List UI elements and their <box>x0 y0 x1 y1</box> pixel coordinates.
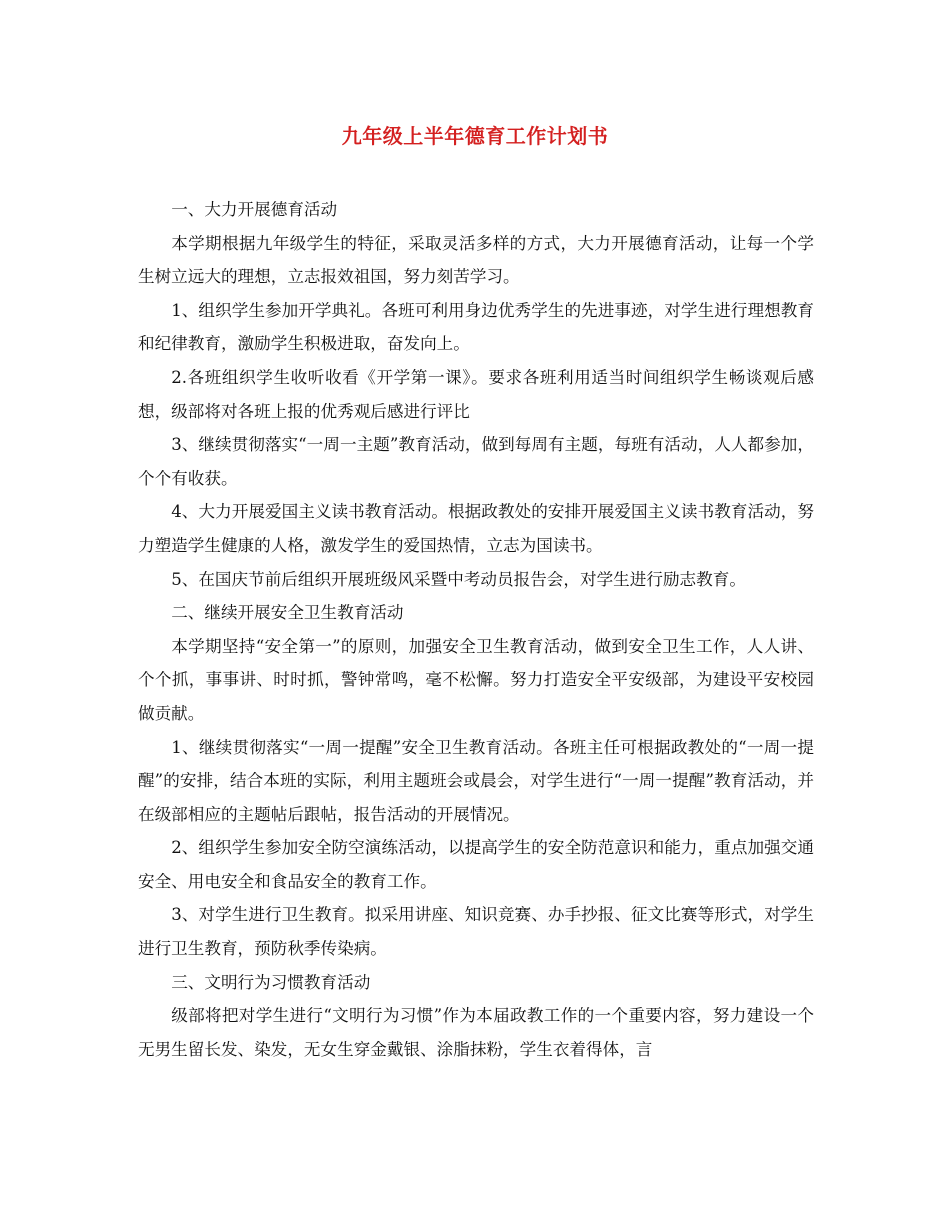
paragraph: 3、对学生进行卫生教育。拟采用讲座、知识竞赛、办手抄报、征文比赛等形式，对学生进行卫生教育，预防秋季传染病。 <box>138 905 814 959</box>
paragraph: 5、在国庆节前后组织开展班级风采暨中考动员报告会，对学生进行励志教育。 <box>171 569 746 589</box>
document-body <box>138 193 814 1066</box>
paragraph: 3、继续贯彻落实“一周一主题”教育活动，做到每周有主题，每班有活动，人人都参加，个个有收获。 <box>138 435 814 488</box>
paragraph: 2、组织学生参加安全防空演练活动，以提高学生的安全防范意识和能力，重点加强交通安全、用电安全和食品安全的教育工作。 <box>138 838 814 891</box>
section-heading-2: 二、继续开展安全卫生教育活动 <box>171 603 404 623</box>
paragraph: 本学期坚持“安全第一”的原则，加强安全卫生教育活动，做到安全卫生工作，人人讲、个个抓，事事讲、时时抓，警钟常鸣，毫不松懈。努力打造安全平安级部，为建设平安校园做贡献。 <box>138 636 814 723</box>
paragraph: 1、继续贯彻落实“一周一提醒”安全卫生教育活动。各班主任可根据政教处的“一周一提醒”的安排，结合本班的实际，利用主题班会或晨会，对学生进行“一周一提醒”教育活动，并在级部相应的主题帖后跟帖，报告活动的开展情况。 <box>138 737 814 824</box>
section-heading-3: 三、文明行为习惯教育活动 <box>171 972 371 992</box>
paragraph: 4、大力开展爱国主义读书教育活动。根据政教处的安排开展爱国主义读书教育活动，努力塑造学生健康的人格，激发学生的爱国热情，立志为国读书。 <box>138 502 814 555</box>
paragraph: 级部将把对学生进行“文明行为习惯”作为本届政教工作的一个重要内容，努力建设一个无男生留长发、染发，无女生穿金戴银、涂脂抹粉，学生衣着得体，言 <box>138 1006 814 1059</box>
document-title: 九年级上半年德育工作计划书 <box>341 124 609 148</box>
paragraph: 1、组织学生参加开学典礼。各班可利用身边优秀学生的先进事迹，对学生进行理想教育和纪律教育，激励学生积极进取，奋发向上。 <box>138 300 814 354</box>
section-heading-1: 一、大力开展德育活动 <box>171 200 338 219</box>
paragraph: 本学期根据九年级学生的特征，采取灵活多样的方式，大力开展德育活动，让每一个学生树立远大的理想，立志报效祖国，努力刻苦学习。 <box>138 233 814 287</box>
paragraph: 2.各班组织学生收听收看《开学第一课》。要求各班利用适当时间组织学生畅谈观后感想，级部将对各班上报的优秀观后感进行评比 <box>138 367 814 421</box>
